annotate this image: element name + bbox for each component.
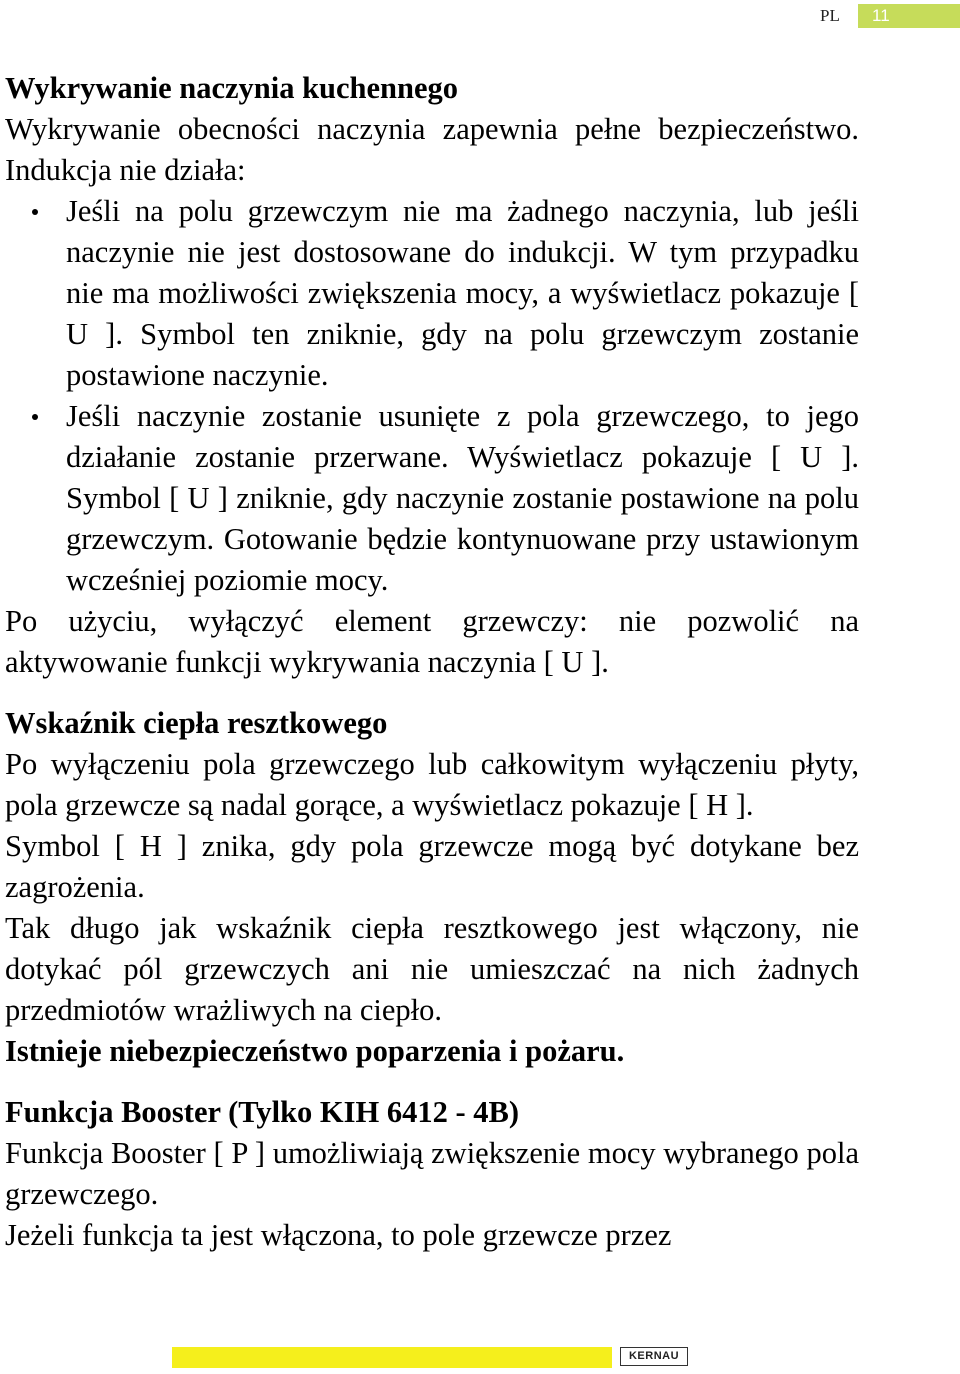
paragraph: Po wyłączeniu pola grzewczego lub całkowitym wyłączeniu płyty, pola grzewcze są nadal gorące, a wyświetlacz pokazuje [ H ].	[5, 747, 859, 822]
page-number: 11	[858, 4, 960, 28]
paragraph: Wykrywanie obecności naczynia zapewnia pełne bezpieczeństwo. Indukcja nie działa:	[5, 112, 859, 187]
list-item	[5, 191, 859, 396]
page-content	[5, 68, 859, 1256]
paragraph: Tak długo jak wskaźnik ciepła resztkowego jest włączony, nie dotykać pól grzewczych ani nie umieszczać na nich żadnych przedmiotów wrażliwych na ciepło.	[5, 911, 859, 1027]
section-title: Wykrywanie naczynia kuchennego	[5, 71, 459, 105]
list-item-text: Jeśli na polu grzewczym nie ma żadnego naczynia, lub jeśli naczynie nie jest dostosowane do indukcji. W tym przypadku nie ma możliwości zwiększenia mocy, a wyświetlacz pokazuje [ U ]. Symbol ten zniknie, gdy na polu grzewczym zostanie postawione naczynie.	[66, 194, 859, 392]
paragraph: Po użyciu, wyłączyć element grzewczy: nie pozwolić na aktywowanie funkcji wykrywania naczynia [ U ].	[5, 604, 859, 679]
section-booster	[5, 1092, 859, 1256]
section-pan-detection	[5, 68, 859, 683]
section-title: Wskaźnik ciepła resztkowego	[5, 706, 388, 740]
list-item-text: Jeśli naczynie zostanie usunięte z pola grzewczego, to jego działanie zostanie przerwane. Wyświetlacz pokazuje [ U ]. Symbol [ U ] zniknie, gdy naczynie zostanie postawione na polu grzewczym. Gotowanie będzie kontynuowane przy ustawionym wcześniej poziomie mocy.	[66, 399, 859, 597]
paragraph: Symbol [ H ] znika, gdy pola grzewcze mogą być dotykane bez zagrożenia.	[5, 829, 859, 904]
paragraph: Jeżeli funkcja ta jest włączona, to pole grzewcze przez	[5, 1218, 672, 1252]
paragraph: Funkcja Booster [ P ] umożliwiają zwiększenie mocy wybranego pola grzewczego.	[5, 1136, 859, 1211]
bullet-icon	[32, 414, 38, 420]
bullet-icon	[32, 209, 38, 215]
language-label: PL	[820, 6, 840, 25]
warning-text: Istnieje niebezpieczeństwo poparzenia i pożaru.	[5, 1034, 625, 1068]
section-title: Funkcja Booster (Tylko KIH 6412 - 4B)	[5, 1095, 520, 1129]
brand-logo: KERNAU	[620, 1347, 688, 1366]
section-residual-heat	[5, 703, 859, 1072]
list-item	[5, 396, 859, 601]
footer-accent-bar	[172, 1347, 612, 1368]
bullet-list	[5, 191, 859, 601]
